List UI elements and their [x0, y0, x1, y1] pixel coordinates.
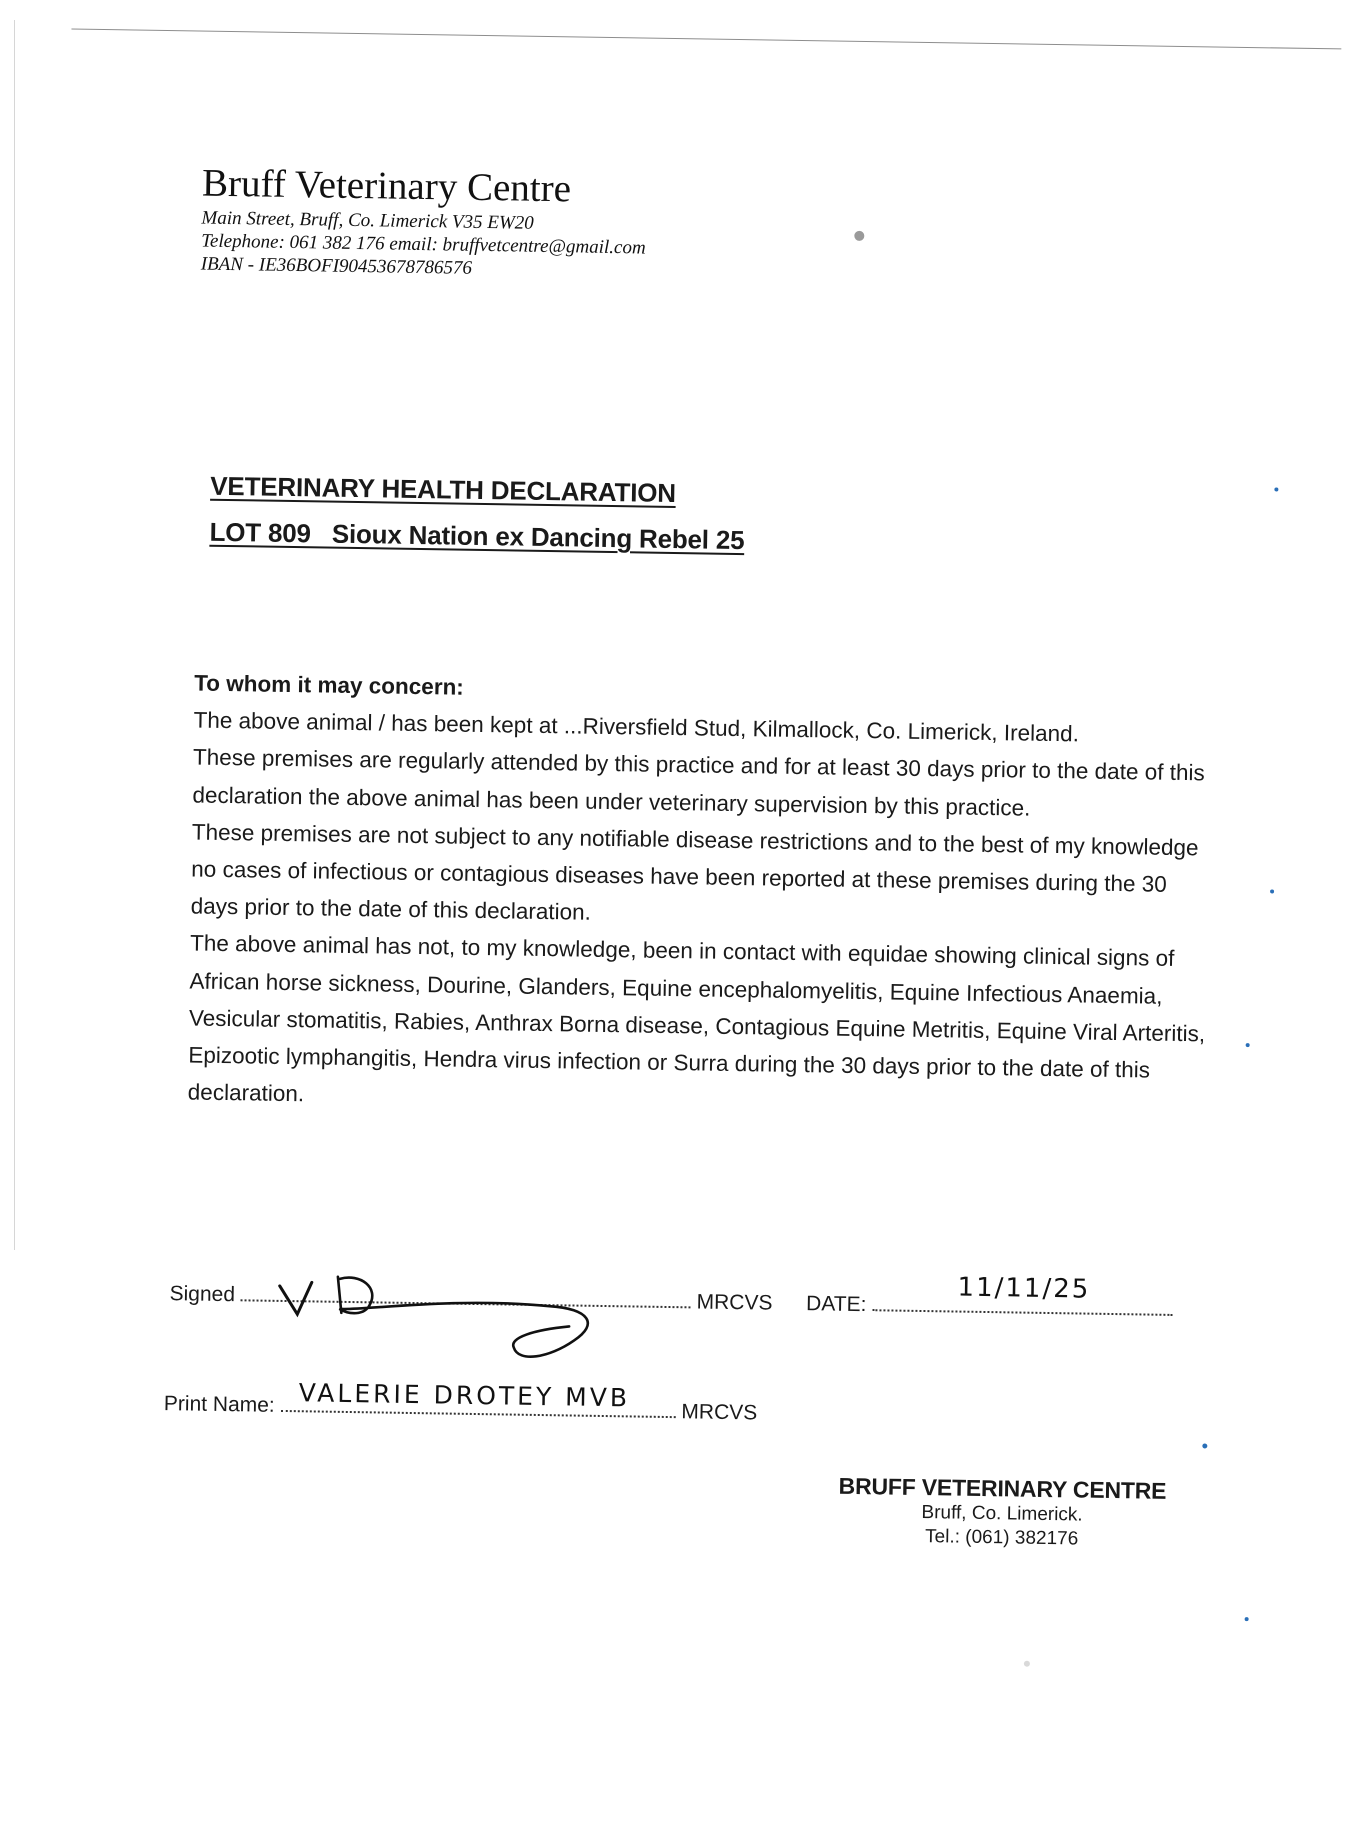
date-label: DATE:: [805, 1292, 867, 1317]
signed-label: Signed: [169, 1282, 236, 1307]
body-line: Epizootic lymphangitis, Hendra virus infection or Surra during the 30 days prior to the date of this: [188, 1042, 1151, 1083]
document-title: VETERINARY HEALTH DECLARATION: [210, 470, 677, 509]
letterhead: [201, 161, 647, 283]
document-headings: [209, 463, 745, 563]
stamp-location: Bruff, Co. Limerick.: [921, 1502, 1083, 1526]
scan-speck: [1246, 1043, 1250, 1047]
stamp-name: BRUFF VETERINARY CENTRE: [838, 1472, 1167, 1504]
body-line: declaration the above animal has been under veterinary supervision by this practice.: [192, 782, 1031, 821]
org-contact: Telephone: 061 382 176 email: bruffvetcentre@gmail.com: [200, 230, 646, 259]
body-line: days prior to the date of this declaration.: [190, 893, 592, 925]
print-mrcvs-label: MRCVS: [681, 1400, 758, 1425]
stamp-phone: Tel.: (061) 382176: [924, 1526, 1079, 1550]
print-name-line: [280, 1378, 675, 1418]
org-address: Main Street, Bruff, Co. Limerick V35 EW20: [201, 207, 534, 234]
print-name-row: [163, 1378, 758, 1425]
print-name-value: VALERIE DROTEY MVB: [298, 1378, 631, 1413]
print-name-label: Print Name:: [163, 1392, 275, 1417]
scan-speck: [854, 231, 864, 241]
lot-line: LOT 809 Sioux Nation ex Dancing Rebel 25: [209, 516, 745, 556]
org-name: Bruff Veterinary Centre: [201, 161, 572, 211]
body-line: no cases of infectious or contagious diseases have been reported at these premises during the 30: [191, 856, 1167, 897]
scan-speck: [1274, 487, 1278, 491]
scan-speck: [1202, 1443, 1207, 1448]
body-line: These premises are not subject to any notifiable disease restrictions and to the best of my knowledge: [191, 819, 1199, 861]
handwritten-signature: [268, 1264, 630, 1380]
body-line: The above animal / has been kept at ...Riversfield Stud, Kilmallock, Co. Limerick, Ireland.: [193, 707, 1080, 747]
practice-stamp: [838, 1473, 1167, 1553]
scan-speck: [1270, 889, 1274, 893]
scan-speck: [1245, 1617, 1249, 1621]
date-value: 11/11/25: [957, 1272, 1091, 1305]
sheet-top-edge: [71, 28, 1341, 49]
greeting: To whom it may concern:: [194, 670, 465, 700]
date-line: [872, 1272, 1172, 1316]
body-line: declaration.: [187, 1079, 305, 1107]
org-iban: IBAN - IE36BOFI90453678786576: [200, 253, 473, 279]
body-line: Vesicular stomatitis, Rabies, Anthrax Borna disease, Contagious Equine Metritis, Equine Viral Arteritis,: [188, 1005, 1206, 1047]
body-line: These premises are regularly attended by this practice and for at least 30 days prior to the date of this: [192, 744, 1205, 786]
mrcvs-label: MRCVS: [696, 1290, 773, 1315]
body-line: The above animal has not, to my knowledge, been in contact with equidae showing clinical signs of: [189, 930, 1175, 972]
declaration-body: [187, 664, 1304, 1128]
scan-speck: [1024, 1661, 1030, 1667]
body-line: African horse sickness, Dourine, Glanders, Equine encephalomyelitis, Equine Infectious Anaemia,: [189, 968, 1163, 1009]
